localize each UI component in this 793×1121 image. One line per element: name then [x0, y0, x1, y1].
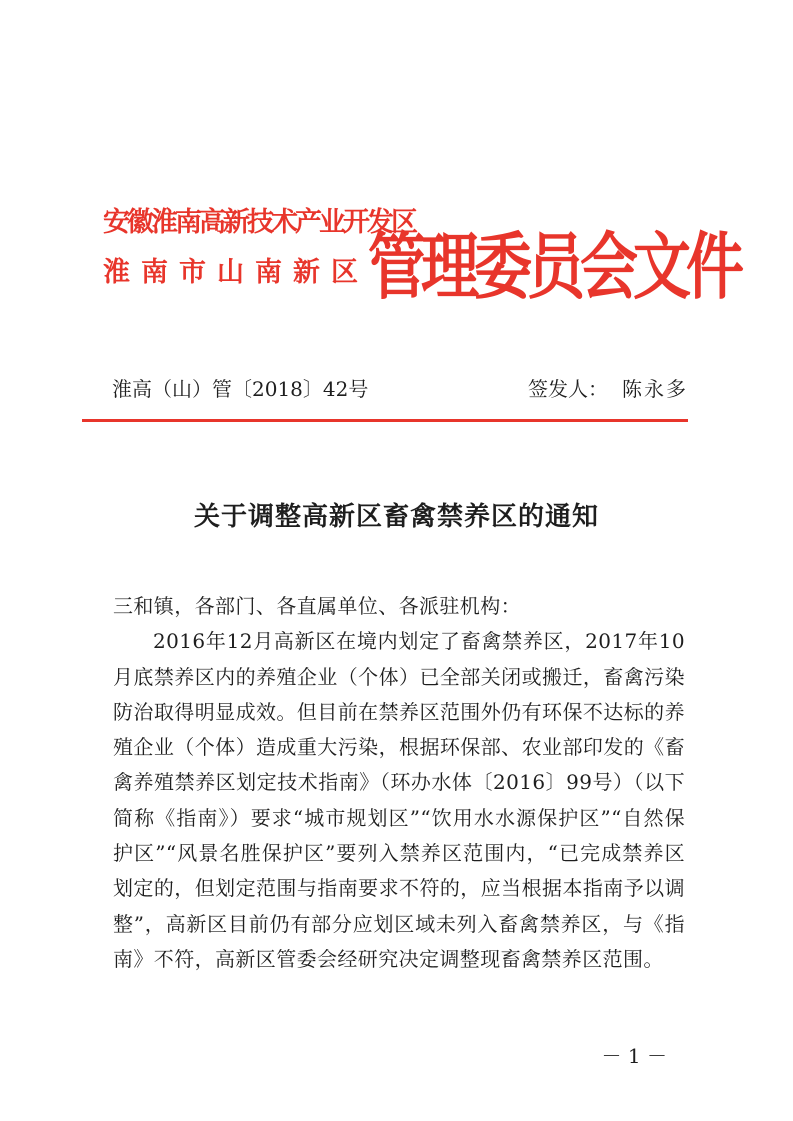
issuing-organization-line-1: 安徽淮南高新技术产业开发区: [103, 207, 415, 238]
document-number: 淮高（山）管〔2018〕42号: [112, 377, 369, 401]
org-line-2-char: 新: [293, 257, 320, 288]
issuer-label: 签发人：: [528, 377, 608, 401]
org-line-2-char: 淮: [103, 257, 130, 288]
issuing-organization-line-2: [103, 250, 358, 289]
org-line-2-char: 南: [255, 257, 282, 288]
red-separator-rule: [82, 419, 688, 422]
org-line-2-char: 市: [179, 257, 206, 288]
document-type-heading: 管理委员会文件: [368, 224, 740, 310]
org-line-2-char: 南: [141, 257, 168, 288]
salutation: 三和镇，各部门、各直属单位、各派驻机构：: [113, 594, 521, 618]
body-paragraph: 2016年12月高新区在境内划定了畜禽禁养区，2017年10月底禁养区内的养殖企业（个体）已全部关闭或搬迁，畜禽污染防治取得明显成效。但目前在禁养区范围外仍有环保不达标的养殖企业（个体）造成重大污染，根据环保部、农业部印发的《畜禽养殖禁养区划定技术指南》（环办水体〔2016〕99号）（以下简称《指南》）要求“城市规划区”“饮用水水源保护区”“自然保护区”“风景名胜保护区”要列入禁养区范围内，“已完成禁养区划定的，但划定范围与指南要求不符的，应当根据本指南予以调整”，高新区目前仍有部分应划区域未列入畜禽禁养区，与《指南》不符，高新区管委会经研究决定调整现畜禽禁养区范围。: [113, 629, 685, 971]
document-title: 关于调整高新区畜禽禁养区的通知: [193, 502, 599, 532]
org-line-2-char: 区: [331, 257, 358, 288]
issuer-name: 陈永多: [622, 377, 688, 401]
page-number: － 1 －: [601, 1044, 667, 1068]
org-line-2-char: 山: [217, 257, 244, 288]
issuer: [528, 373, 688, 402]
document-body: [113, 589, 685, 977]
